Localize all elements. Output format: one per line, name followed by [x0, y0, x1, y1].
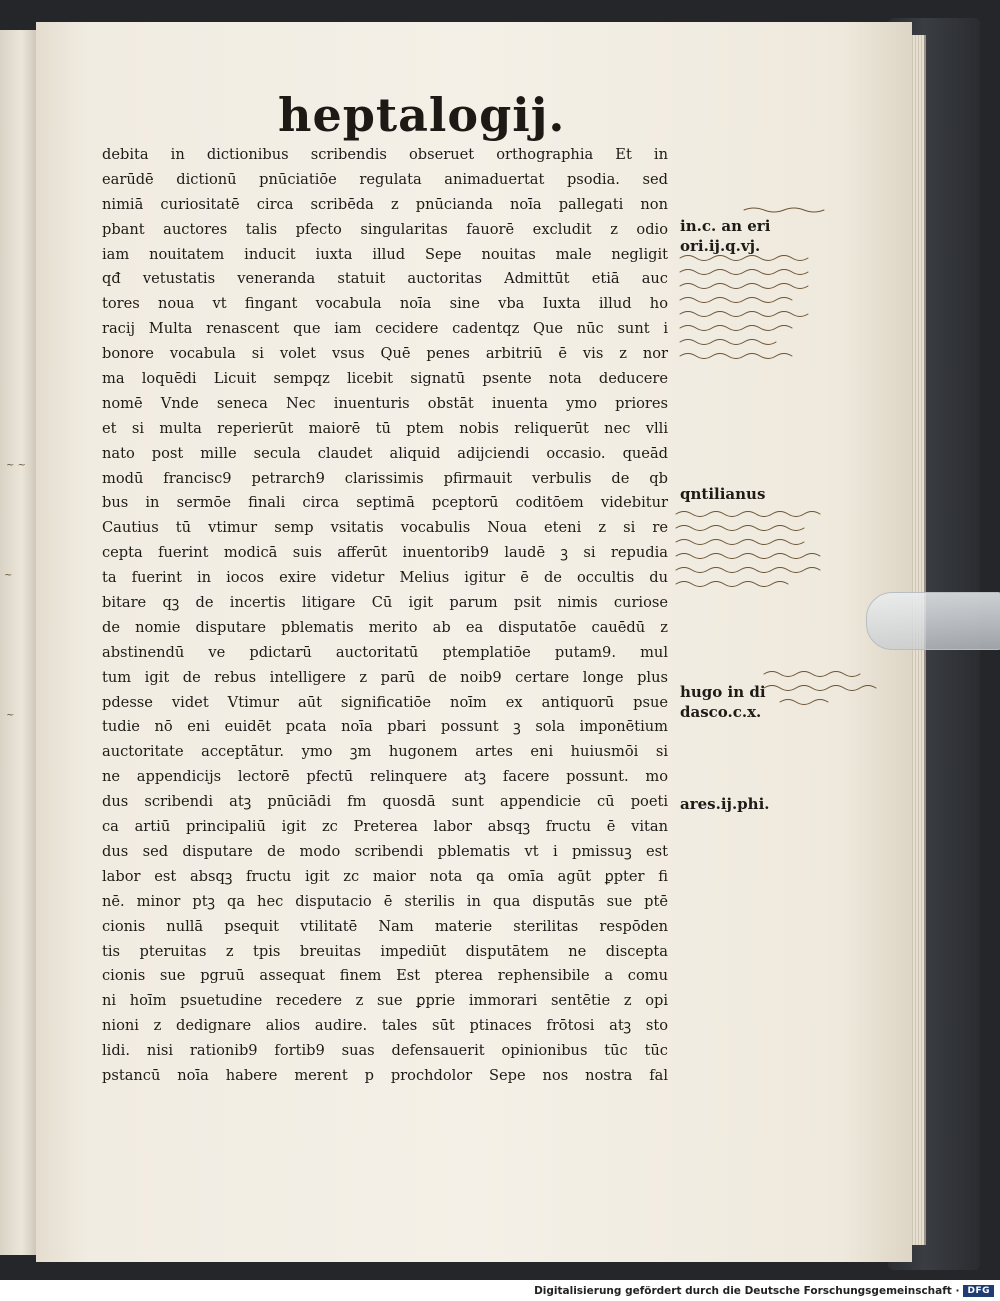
text-line: tum igit de rebus intelligere z parū de noib9 certare longe plus	[102, 668, 668, 686]
text-line: racij Multa renascent que iam cecidere cadentqz Que nūc sunt i	[102, 320, 668, 338]
text-line: iam nouitatem inducit iuxta illud Sepe nouitas male negligit	[102, 245, 668, 263]
text-line: bitare qꝫ de incertis litigare Cū igit parum psit nimis curiose	[102, 594, 668, 612]
text-line: cepta fuerint modicā suis afferūt inuentorib9 laudē ꝫ si repudia	[102, 544, 668, 562]
body-text-block	[102, 143, 668, 1089]
text-line: pdesse videt Vtimur aūt significatiōe noīm ex antiquorū psue	[102, 693, 668, 711]
facing-page-marginalia: ~	[4, 570, 13, 581]
margin-note-2	[680, 484, 765, 504]
footer-bar	[0, 1280, 1000, 1301]
text-line: ni hoīm psuetudine recedere z sue ꝑprie immorari sentētie z opi	[102, 992, 668, 1010]
text-line: pbant auctores talis pfecto singularitas fauorē excludit z odio	[102, 220, 668, 238]
text-line: bus in sermōe finali circa septimā pceptorū coditōem videbitur	[102, 494, 668, 512]
text-line: ma loquēdi Licuit sempqz licebit signatū psente nota deducere	[102, 370, 668, 388]
text-line: nimiā curiositatē circa scribēda z pnūcianda noīa pallegati non	[102, 195, 668, 213]
text-line: ca artiū principaliū igit zc Preterea labor absqꝫ fructu ē vitan	[102, 818, 668, 836]
text-line: nomē Vnde seneca Nec inuenturis obstāt inuenta ymo priores	[102, 394, 668, 412]
dfg-logo[interactable]: DFG	[963, 1285, 994, 1297]
text-line: lidi. nisi rationib9 fortib9 suas defensauerit opinionibus tūc tūc	[102, 1042, 668, 1060]
page-heading: heptalogij.	[278, 88, 566, 142]
margin-note-line: ori.ij.q.vj.	[680, 237, 761, 255]
text-line: de nomie disputare pblematis merito ab ea disputatōe cauēdū z	[102, 618, 668, 636]
text-line: Cautius tū vtimur semp vsitatis vocabulis Noua eteni z si re	[102, 519, 668, 537]
text-line: ta fuerint in iocos exire videtur Melius igitur ē de occultis du	[102, 569, 668, 587]
text-line: tis pteruitas z tpis breuitas impediūt disputātem ne discepta	[102, 942, 668, 960]
margin-note-line: dasco.c.x.	[680, 703, 762, 721]
text-line: modū francisc9 petrarch9 clarissimis pfirmauit verbulis de qb	[102, 469, 668, 487]
text-line: dus scribendi atꝫ pnūciādi fm quosdā sunt appendicie cū poeti	[102, 793, 668, 811]
text-line: debita in dictionibus scribendis obseruet orthographia Et in	[102, 146, 668, 163]
margin-note-3	[680, 682, 766, 722]
margin-note-4	[680, 794, 770, 814]
text-line: nato post mille secula claudet aliquid adijciendi occasio. queād	[102, 444, 668, 462]
text-line: ne appendicijs lectorē pfectū relinquere atꝫ facere possunt. mo	[102, 768, 668, 786]
text-line: tores noua vt fingant vocabula noīa sine vba Iuxta illud ho	[102, 295, 668, 313]
text-line: cionis sue pgruū assequat finem Est pterea rephensibile a comu	[102, 967, 668, 985]
facing-page-edge	[0, 30, 36, 1255]
text-line: et si multa reperierūt maiorē tū ptem nobis reliquerūt nec vlli	[102, 419, 668, 437]
text-line: bonore vocabula si volet vsus Quē penes arbitriū ē vis z nor	[102, 345, 668, 363]
margin-note-line: hugo in di	[680, 683, 766, 701]
book-clip	[866, 592, 1000, 650]
margin-note-line: qntilianus	[680, 485, 766, 503]
text-line: nioni z dedignare alios audire. tales sūt ptinaces frōtosi atꝫ sto	[102, 1017, 668, 1035]
text-line: earūdē dictionū pnūciatiōe regulata animaduertat psodia. sed	[102, 170, 668, 188]
footer-credit: Digitalisierung gefördert durch die Deutsche Forschungsgemeinschaft ·	[534, 1284, 960, 1297]
text-line: pstancū noīa habere merent p prochdolor Sepe nos nostra fal	[102, 1066, 668, 1084]
facing-page-marginalia: ~	[6, 710, 15, 721]
text-line: labor est absqꝫ fructu igit zc maior nota qa omīa agūt ꝑpter fi	[102, 867, 668, 885]
margin-note-line: ares.ij.phi.	[680, 795, 770, 813]
text-line: nē. minor ptꝫ qa hec disputacio ē sterilis in qua disputās sue ptē	[102, 892, 668, 910]
handwritten-marginalia-middle	[668, 504, 852, 604]
text-line: auctoritate acceptātur. ymo ꝫm hugonem artes eni huiusmōi si	[102, 743, 668, 761]
handwritten-marginalia-lower	[760, 664, 890, 708]
margin-note-line: in.c. an eri	[680, 217, 771, 235]
handwritten-marginalia-top	[674, 198, 834, 368]
text-line: qđ vetustatis veneranda statuit auctoritas Admittūt etiā auc	[102, 270, 668, 288]
text-line: dus sed disputare de modo scribendi pblematis vt i pmissuꝫ est	[102, 842, 668, 860]
text-line: cionis nullā psequit vtilitatē Nam materie sterilitas respōden	[102, 917, 668, 935]
text-line: tudie nō eni euidēt pcata noīa pbari possunt ꝫ sola imponētium	[102, 718, 668, 736]
facing-page-marginalia: ~ ~	[6, 460, 26, 471]
text-line: abstinendū ve pdictarū auctoritatū ptemplatiōe putam9. mul	[102, 643, 668, 661]
